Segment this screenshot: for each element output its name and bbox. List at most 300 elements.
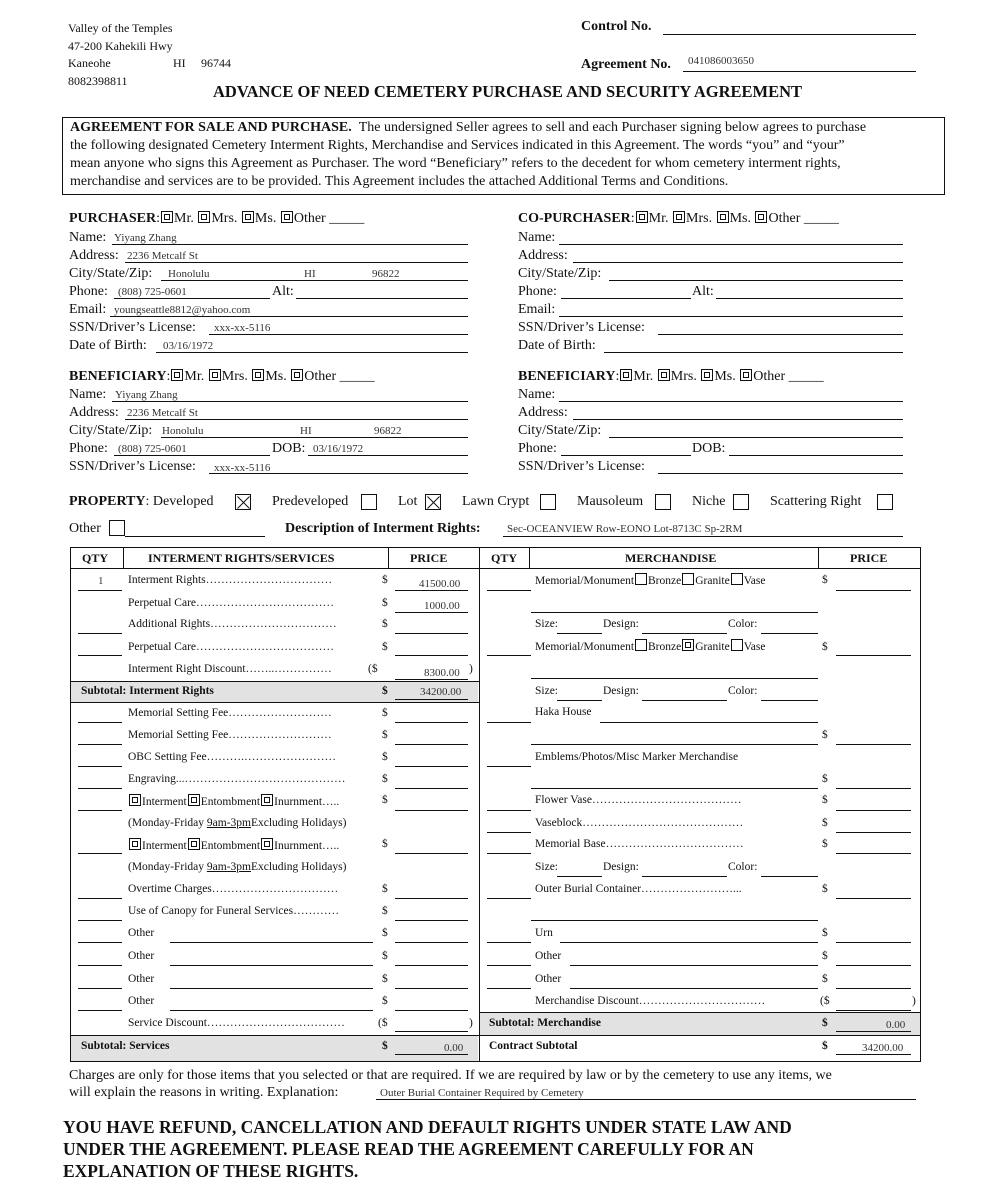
other-label: Other — [293, 211, 326, 226]
purchaser-other-checkbox[interactable] — [281, 211, 293, 223]
beneficiary-mr-checkbox[interactable] — [171, 369, 183, 381]
price-field[interactable] — [836, 655, 911, 656]
obc-detail-field[interactable] — [531, 920, 818, 921]
price-field[interactable] — [395, 744, 468, 745]
dollar-sign: $ — [382, 905, 388, 917]
dollar-sign: $ — [382, 597, 388, 609]
interment-description: Sec-OCEANVIEW Row-EONO Lot-8713C Sp-2RM — [507, 523, 743, 535]
dollar-sign: $ — [822, 729, 828, 741]
ms-label: Ms. — [714, 369, 736, 384]
other-service-label: Other — [128, 927, 155, 939]
design-label: Design: — [603, 861, 639, 873]
purchaser-dob-field[interactable] — [156, 352, 468, 353]
close-paren: ) — [469, 663, 473, 675]
dollar-sign: $ — [382, 773, 388, 785]
agreement-label: Agreement No. — [581, 57, 671, 72]
copurchaser-address-label: Address: — [518, 248, 568, 263]
explanation-field[interactable] — [376, 1099, 916, 1100]
beneficiary-label: BENEFICIARY — [69, 369, 167, 384]
purchaser-label: PURCHASER — [69, 211, 157, 226]
beneficiary2-dob-field[interactable] — [729, 455, 903, 456]
dollar-sign: $ — [382, 618, 388, 630]
beneficiary2-address-field[interactable] — [573, 419, 903, 420]
haka-house-detail-field[interactable] — [531, 744, 818, 745]
design-field[interactable] — [642, 876, 727, 877]
price-field[interactable] — [836, 744, 911, 745]
vase-label: Vase — [743, 575, 766, 587]
emblems-detail-field[interactable] — [531, 788, 818, 789]
purchaser-dob-label: Date of Birth: — [69, 338, 147, 353]
predeveloped-label: Predeveloped — [272, 494, 349, 509]
close-paren: ) — [469, 1017, 473, 1029]
granite-checkbox[interactable] — [682, 573, 694, 585]
qty-field[interactable] — [487, 590, 531, 591]
hours-label: 9am-3pm — [206, 817, 251, 829]
other-service-field[interactable] — [170, 1010, 373, 1011]
property-other-field[interactable] — [125, 536, 265, 537]
copurchaser-mr-checkbox[interactable] — [636, 211, 648, 223]
qty-field[interactable] — [78, 633, 122, 634]
agreement-field[interactable] — [683, 71, 916, 72]
purchaser-ms-checkbox[interactable] — [242, 211, 254, 223]
document-title: ADVANCE OF NEED CEMETERY PURCHASE AND SECURITY AGREEMENT — [213, 82, 803, 101]
vase-checkbox-2[interactable] — [731, 639, 743, 651]
dollar-sign: $ — [382, 995, 388, 1007]
purchaser-address-field[interactable] — [125, 262, 468, 263]
qty-field[interactable] — [487, 655, 531, 656]
bronze-label: Bronze — [648, 575, 682, 587]
dollar-sign: $ — [822, 883, 828, 895]
other-service-field[interactable] — [170, 942, 373, 943]
qty-field[interactable] — [78, 722, 122, 723]
other-label: Other — [753, 369, 786, 384]
scattering-checkbox[interactable] — [877, 494, 893, 510]
vase-checkbox[interactable] — [731, 573, 743, 585]
qty-field[interactable] — [78, 1010, 122, 1011]
copurchaser-label: CO-PURCHASER — [518, 211, 631, 226]
description-label: Description of Interment Rights — [285, 521, 476, 536]
qty-field[interactable] — [78, 766, 122, 767]
dollar-sign: $ — [382, 1040, 388, 1052]
price-field[interactable] — [836, 898, 911, 899]
dollar-sign: $ — [382, 794, 388, 806]
beneficiary2-csz-field[interactable] — [609, 437, 903, 438]
color-label: Color: — [728, 618, 758, 630]
obc-setting-fee-label: OBC Setting Fee……….…………………… — [128, 751, 336, 763]
qty-field[interactable] — [487, 942, 531, 943]
other-label: Other — [304, 369, 337, 384]
price-field[interactable] — [395, 853, 468, 854]
inurnment-checkbox-2[interactable] — [261, 838, 273, 850]
charges-line2: will explain the reasons in writing. Explanation: — [69, 1085, 339, 1100]
beneficiary-address-field[interactable] — [125, 419, 468, 420]
dollar-sign: $ — [382, 685, 388, 697]
lot-checkbox[interactable] — [425, 494, 441, 510]
entombment-checkbox-2[interactable] — [188, 838, 200, 850]
beneficiary2-ms-checkbox[interactable] — [701, 369, 713, 381]
size-label: Size: — [535, 618, 558, 630]
intro-line2: the following designated Cemetery Interment Rights, Merchandise and Services indicated in this Agreement. The words “you” and “your” — [70, 138, 845, 153]
control-label: Control No. — [581, 19, 652, 34]
price-field[interactable] — [395, 699, 468, 700]
copurchaser-mrs-checkbox[interactable] — [673, 211, 685, 223]
beneficiary2-name-field[interactable] — [559, 401, 903, 402]
beneficiary2-address-label: Address: — [518, 405, 568, 420]
mr-label: Mr. — [184, 369, 205, 384]
beneficiary2-label: BENEFICIARY — [518, 369, 616, 384]
mrs-label: Mrs. — [686, 211, 713, 226]
purchaser-email: youngseattle8812@yahoo.com — [114, 304, 251, 316]
notice-line1: YOU HAVE REFUND, CANCELLATION AND DEFAULT RIGHTS UNDER STATE LAW AND — [63, 1117, 792, 1137]
copurchaser-phone-label: Phone: — [518, 284, 557, 299]
dollar-sign: ($ — [378, 1017, 388, 1029]
price-field[interactable] — [395, 590, 468, 591]
interment-checkbox-2[interactable] — [129, 838, 141, 850]
agreement-intro-box — [62, 117, 945, 195]
developed-label: Developed — [152, 494, 214, 509]
dollar-sign: $ — [382, 838, 388, 850]
bronze-checkbox[interactable] — [635, 573, 647, 585]
memorial-label: Memorial/Monument — [535, 641, 635, 653]
inurnment-label: Inurnment….. — [274, 840, 340, 852]
beneficiary2-phone-field[interactable] — [561, 455, 691, 456]
emblems-label: Emblems/Photos/Misc Marker Merchandise — [535, 751, 739, 763]
inurnment-label: Inurnment….. — [274, 796, 340, 808]
ms-label: Ms. — [254, 211, 277, 226]
ms-label: Ms. — [265, 369, 287, 384]
bronze-checkbox-2[interactable] — [635, 639, 647, 651]
price-field[interactable] — [395, 810, 468, 811]
beneficiary-dob-label: DOB: — [272, 441, 306, 456]
qty-field[interactable] — [78, 853, 122, 854]
predeveloped-checkbox[interactable] — [361, 494, 377, 510]
copurchaser-ms-checkbox[interactable] — [717, 211, 729, 223]
purchaser-ssn-field[interactable] — [209, 334, 468, 335]
qty-header-merch: QTY — [491, 551, 518, 565]
beneficiary-dob-field[interactable] — [308, 455, 468, 456]
property-label: PROPERTY — [69, 494, 146, 509]
beneficiary-phone-field[interactable] — [114, 455, 270, 456]
copurchaser-csz-label: City/State/Zip: — [518, 266, 602, 281]
price-field[interactable] — [395, 766, 468, 767]
beneficiary2-ssn-field[interactable] — [658, 473, 903, 474]
price-header: PRICE — [410, 551, 448, 565]
copurchaser-csz-field[interactable] — [609, 280, 903, 281]
mrs-label: Mrs. — [211, 211, 238, 226]
price-field[interactable] — [395, 788, 468, 789]
beneficiary-ms-checkbox[interactable] — [252, 369, 264, 381]
qty-field[interactable] — [487, 988, 531, 989]
copurchaser-alt-label: Alt: — [692, 284, 714, 299]
price-field[interactable] — [395, 1054, 468, 1055]
hours-label: 9am-3pm — [206, 861, 251, 873]
subtotal-services-value: 0.00 — [444, 1042, 464, 1054]
weekday-label: (Monday-Friday — [128, 817, 205, 829]
qty-field[interactable] — [78, 898, 122, 899]
other-merch-field[interactable] — [570, 988, 818, 989]
mausoleum-label: Mausoleum — [577, 494, 644, 509]
price-field[interactable] — [836, 590, 911, 591]
beneficiary-name-label: Name: — [69, 387, 107, 402]
property-other-checkbox[interactable] — [109, 520, 125, 536]
beneficiary2-phone-label: Phone: — [518, 441, 557, 456]
developed-checkbox[interactable] — [235, 494, 251, 510]
design-label: Design: — [603, 618, 639, 630]
seller-street: 47-200 Kahekili Hwy — [68, 39, 173, 53]
price-field[interactable] — [395, 679, 468, 680]
size-field[interactable] — [557, 876, 602, 877]
discount-price: 8300.00 — [424, 667, 460, 679]
dollar-sign: $ — [822, 950, 828, 962]
holidays-label: Excluding Holidays) — [250, 817, 347, 829]
purchaser-zip: 96822 — [372, 268, 400, 280]
copurchaser-email-field[interactable] — [559, 316, 903, 317]
price-field[interactable] — [395, 633, 468, 634]
qty-field[interactable] — [78, 655, 122, 656]
mausoleum-checkbox[interactable] — [655, 494, 671, 510]
intro-heading: AGREEMENT FOR SALE AND PURCHASE. — [70, 120, 352, 135]
purchaser-name: Yiyang Zhang — [114, 232, 177, 244]
beneficiary-state: HI — [300, 425, 312, 437]
purchaser-phone: (808) 725-0601 — [118, 286, 187, 298]
color-field[interactable] — [761, 633, 818, 634]
dollar-sign: $ — [822, 927, 828, 939]
price-field[interactable] — [836, 788, 911, 789]
beneficiary-city: Honolulu — [162, 425, 204, 437]
rights-header: INTERMENT RIGHTS/SERVICES — [148, 551, 335, 565]
price-header-merch: PRICE — [850, 551, 888, 565]
purchaser-email-field[interactable] — [110, 316, 468, 317]
service-discount-label: Service Discount……………………………… — [128, 1017, 345, 1029]
beneficiary2-other-checkbox[interactable] — [740, 369, 752, 381]
entombment-label: Entombment — [200, 796, 261, 808]
haka-house-label: Haka House — [535, 706, 592, 718]
contract-subtotal-label: Contract Subtotal — [489, 1040, 578, 1052]
size-label: Size: — [535, 685, 558, 697]
subtotal-rights-value: 34200.00 — [420, 686, 462, 698]
price-field[interactable] — [836, 988, 911, 989]
holidays-label: Excluding Holidays) — [250, 861, 347, 873]
purchaser-ssn: xxx-xx-5116 — [214, 322, 271, 334]
control-field[interactable] — [663, 34, 916, 35]
description-field[interactable] — [503, 536, 903, 537]
copurchaser-ssn-label: SSN/Driver’s License: — [518, 320, 645, 335]
interment-rights-price: 41500.00 — [419, 578, 461, 590]
mr-label: Mr. — [648, 211, 669, 226]
other-service-field[interactable] — [170, 965, 373, 966]
price-field[interactable] — [836, 1010, 911, 1011]
property-other-label: Other — [69, 521, 101, 536]
memorial-label: Memorial/Monument — [535, 575, 635, 587]
price-field[interactable] — [836, 1031, 911, 1032]
price-field[interactable] — [395, 1031, 468, 1032]
beneficiary-zip: 96822 — [374, 425, 402, 437]
beneficiary2-csz-label: City/State/Zip: — [518, 423, 602, 438]
purchaser-state: HI — [304, 268, 316, 280]
size-field[interactable] — [557, 700, 602, 701]
interment-rights-label: Interment Rights…………………………… — [128, 574, 333, 586]
copurchaser-other-checkbox[interactable] — [755, 211, 767, 223]
price-field[interactable] — [395, 988, 468, 989]
beneficiary-phone: (808) 725-0601 — [118, 443, 187, 455]
entombment-checkbox[interactable] — [188, 794, 200, 806]
price-field[interactable] — [836, 942, 911, 943]
price-field[interactable] — [836, 965, 911, 966]
other-merch-field[interactable] — [570, 965, 818, 966]
dollar-sign: $ — [822, 973, 828, 985]
scattering-label: Scattering Right — [770, 494, 862, 509]
qty-field[interactable] — [78, 988, 122, 989]
copurchaser-name-field[interactable] — [559, 244, 903, 245]
qty-field[interactable] — [487, 898, 531, 899]
explanation-text: Outer Burial Container Required by Cemetery — [380, 1087, 584, 1099]
lot-label: Lot — [398, 494, 418, 509]
copurchaser-name-label: Name: — [518, 230, 556, 245]
beneficiary-other-checkbox[interactable] — [291, 369, 303, 381]
qty-field[interactable] — [78, 965, 122, 966]
price-field[interactable] — [395, 1010, 468, 1011]
beneficiary2-dob-label: DOB: — [692, 441, 726, 456]
perpetual-care-label: Perpetual Care……………………………… — [128, 597, 335, 609]
other-service-label: Other — [128, 950, 155, 962]
dollar-sign: $ — [382, 707, 388, 719]
qty-field[interactable] — [78, 810, 122, 811]
dollar-sign: $ — [382, 883, 388, 895]
qty-field[interactable] — [78, 744, 122, 745]
copurchaser-phone-field[interactable] — [561, 298, 691, 299]
price-field[interactable] — [395, 942, 468, 943]
other-service-label: Other — [128, 973, 155, 985]
dollar-sign: $ — [382, 950, 388, 962]
beneficiary-csz-field[interactable] — [161, 437, 468, 438]
copurchaser-email-label: Email: — [518, 302, 556, 317]
beneficiary-ssn-label: SSN/Driver’s License: — [69, 459, 196, 474]
purchaser-mr-checkbox[interactable] — [161, 211, 173, 223]
other-service-label: Other — [128, 995, 155, 1007]
beneficiary2-mrs-checkbox[interactable] — [658, 369, 670, 381]
bronze-label: Bronze — [648, 641, 682, 653]
price-field[interactable] — [836, 832, 911, 833]
dollar-sign: $ — [822, 773, 828, 785]
memorial-detail-field[interactable] — [531, 678, 818, 679]
purchaser-name-field[interactable] — [112, 244, 468, 245]
price-field[interactable] — [395, 655, 468, 656]
color-field[interactable] — [761, 700, 818, 701]
price-field[interactable] — [836, 853, 911, 854]
other-service-field[interactable] — [170, 988, 373, 989]
dollar-sign: ($ — [368, 663, 378, 675]
qty-field[interactable] — [487, 965, 531, 966]
beneficiary-mrs-checkbox[interactable] — [209, 369, 221, 381]
niche-label: Niche — [692, 494, 726, 509]
size-field[interactable] — [557, 633, 602, 634]
copurchaser-dob-field[interactable] — [604, 352, 903, 353]
purchaser-dob: 03/16/1972 — [163, 340, 214, 352]
niche-checkbox[interactable] — [733, 494, 749, 510]
qty-field[interactable] — [78, 920, 122, 921]
lawn-crypt-checkbox[interactable] — [540, 494, 556, 510]
qty-field[interactable] — [78, 788, 122, 789]
vase-label: Vase — [743, 641, 766, 653]
mrs-label: Mrs. — [221, 369, 248, 384]
qty-field[interactable] — [78, 590, 122, 591]
dollar-sign: $ — [822, 817, 828, 829]
dollar-sign: $ — [382, 641, 388, 653]
qty-field[interactable] — [487, 853, 531, 854]
qty-field[interactable] — [78, 942, 122, 943]
copurchaser-address-field[interactable] — [573, 262, 903, 263]
memorial-setting-fee-label: Memorial Setting Fee……………………… — [128, 707, 332, 719]
dollar-sign: $ — [822, 574, 828, 586]
memorial-detail-field[interactable] — [531, 612, 818, 613]
beneficiary2-mr-checkbox[interactable] — [620, 369, 632, 381]
price-field[interactable] — [395, 965, 468, 966]
interment-label: Interment — [142, 796, 187, 808]
price-field[interactable] — [395, 898, 468, 899]
dollar-sign: $ — [822, 641, 828, 653]
mr-label: Mr. — [633, 369, 654, 384]
urn-field[interactable] — [560, 942, 818, 943]
design-field[interactable] — [642, 700, 727, 701]
interment-checkbox[interactable] — [129, 794, 141, 806]
overtime-label: Overtime Charges…………………………… — [128, 883, 339, 895]
qty-field[interactable] — [487, 766, 531, 767]
purchaser-phone-field[interactable] — [114, 298, 270, 299]
purchaser-mrs-checkbox[interactable] — [198, 211, 210, 223]
copurchaser-ssn-field[interactable] — [658, 334, 903, 335]
entombment-label: Entombment — [200, 840, 261, 852]
agreement-number: 041086003650 — [688, 55, 754, 67]
subtotal-services-label: Subtotal: Services — [81, 1040, 170, 1052]
dollar-sign: $ — [822, 794, 828, 806]
beneficiary-name-field[interactable] — [112, 401, 468, 402]
copurchaser-alt-field[interactable] — [716, 298, 903, 299]
vaseblock-label: Vaseblock…………………………………… — [535, 817, 744, 829]
additional-rights-label: Additional Rights…………………………… — [128, 618, 337, 630]
charges-line1: Charges are only for those items that you selected or that are required. If we are required by law or by the cemetery to use any items, we — [69, 1068, 832, 1083]
flower-vase-label: Flower Vase………………………………… — [535, 794, 742, 806]
granite-checkbox-2[interactable] — [682, 639, 694, 651]
purchaser-alt-label: Alt: — [272, 284, 294, 299]
design-field[interactable] — [642, 633, 727, 634]
purchaser-csz-field[interactable] — [161, 280, 468, 281]
dollar-sign: $ — [822, 1017, 828, 1029]
purchaser-email-label: Email: — [69, 302, 107, 317]
qty-field[interactable] — [487, 832, 531, 833]
price-field[interactable] — [395, 612, 468, 613]
beneficiary-name: Yiyang Zhang — [115, 389, 178, 401]
merch-header: MERCHANDISE — [625, 551, 717, 565]
subtotal-merch-value: 0.00 — [886, 1019, 906, 1031]
purchaser-alt-field[interactable] — [296, 298, 468, 299]
price-field[interactable] — [395, 920, 468, 921]
price-field[interactable] — [395, 722, 468, 723]
color-field[interactable] — [761, 876, 818, 877]
beneficiary-address-label: Address: — [69, 405, 119, 420]
qty-field[interactable] — [487, 722, 531, 723]
dollar-sign: $ — [382, 751, 388, 763]
inurnment-checkbox[interactable] — [261, 794, 273, 806]
seller-city: Kaneohe — [68, 56, 111, 70]
price-field[interactable] — [836, 810, 911, 811]
qty-field[interactable] — [487, 810, 531, 811]
mrs-label: Mrs. — [670, 369, 697, 384]
haka-house-field[interactable] — [600, 722, 818, 723]
price-field[interactable] — [836, 1054, 911, 1055]
subtotal-merch-label: Subtotal: Merchandise — [489, 1017, 601, 1029]
intro-line3: mean anyone who signs this Agreement as Purchaser. The word “Beneficiary” refers to the decedent for whom cemetery interment rights, — [70, 156, 841, 171]
beneficiary-ssn-field[interactable] — [209, 473, 468, 474]
